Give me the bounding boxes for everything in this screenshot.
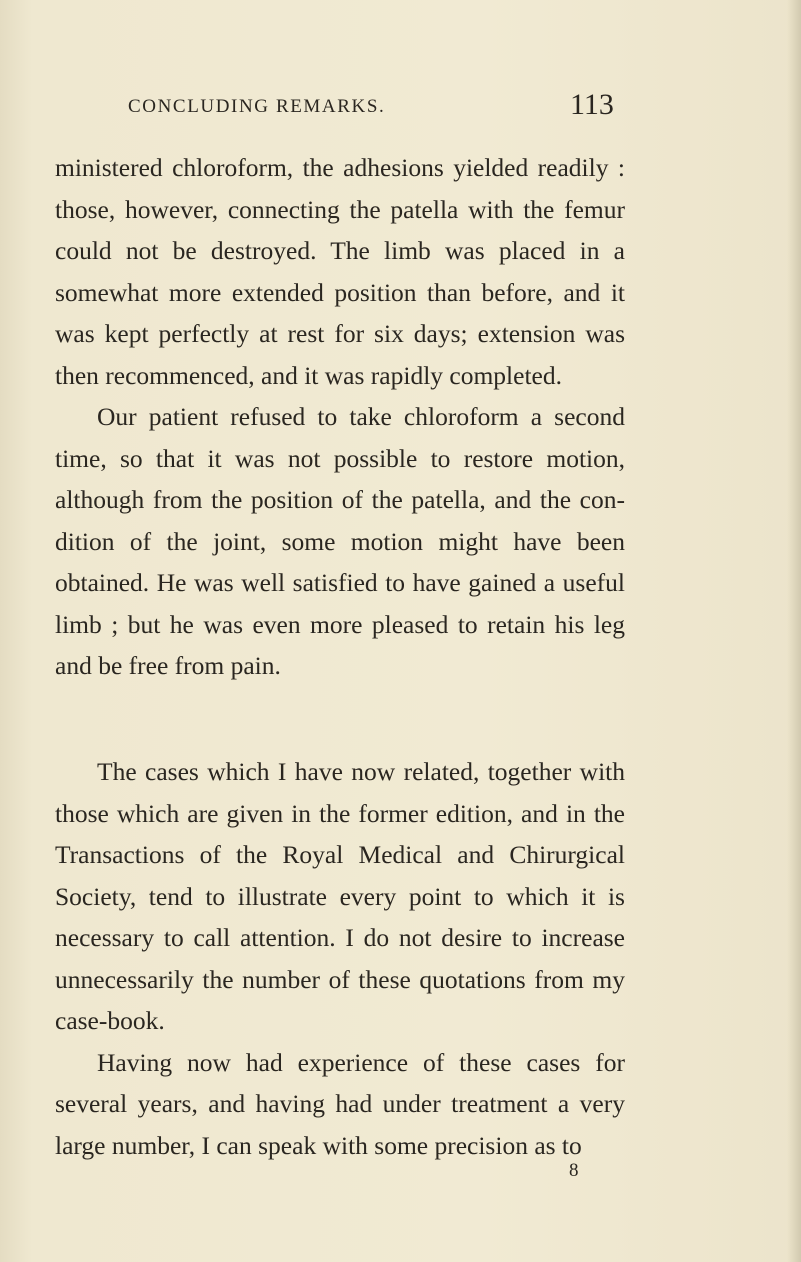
paragraph: The cases which I have now related, together with those which are given in the former edition, and in the Transactions of the Royal Medical and Chirurgical Society, tend to illustrate every point to which it is necessary to call attention. I do not desire to increase unnecessarily the number of these quotations from my case-book. xyxy=(55,757,625,1035)
running-title: CONCLUDING REMARKS. xyxy=(128,96,386,117)
page-number: 113 xyxy=(570,88,614,121)
text-block-top xyxy=(55,147,625,687)
page-edge-shadow xyxy=(787,0,801,1262)
signature-mark: 8 xyxy=(569,1160,579,1181)
paragraph: Our patient refused to take chloroform a second time, so that it was not possible to restore motion, although from the position of the patella, and the condition of the joint, some motion might have been obtained. He was well satisfied to have gained a useful limb ; but he was even more pleased to retain his leg and be free from pain. xyxy=(55,402,625,680)
paragraph: Having now had experience of these cases for several years, and having had under treatment a very large number, I can speak with some precision as to xyxy=(55,1047,625,1160)
text-block-bottom xyxy=(55,751,625,1166)
paragraph: ministered chloroform, the adhesions yielded readily : those, however, connecting the patella with the femur could not be destroyed. The limb was placed in a somewhat more extended position than before, and it was kept perfectly at rest for six days; extension was then recommenced, and it was rapidly completed. xyxy=(55,153,625,390)
